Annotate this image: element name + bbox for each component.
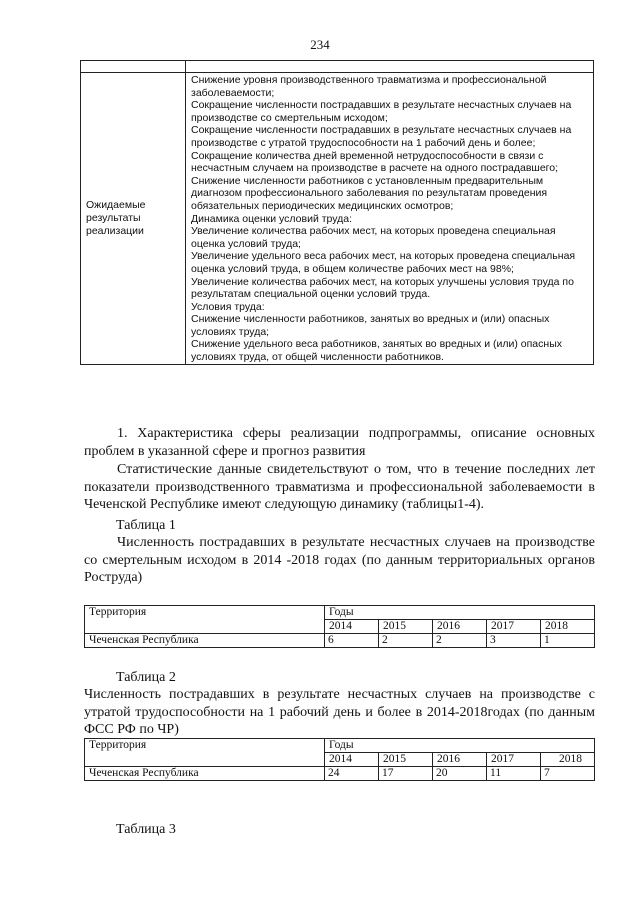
expected-results-list (186, 73, 594, 365)
value-cell: 1 (541, 634, 595, 648)
table2-caption: Таблица 2 (116, 670, 176, 685)
expected-results-label: Ожидаемые результаты реализации (81, 73, 186, 365)
year-cell: 2014 (325, 620, 379, 634)
table-row (85, 767, 595, 781)
year-cell: 2016 (433, 620, 487, 634)
value-cell: 7 (541, 767, 595, 781)
value-cell: 2 (379, 634, 433, 648)
table-row (85, 606, 595, 620)
page-number: 234 (310, 37, 330, 52)
table3-caption: Таблица 3 (116, 822, 176, 837)
table-cell (81, 61, 186, 73)
year-cell: 2018 (541, 620, 595, 634)
region-cell: Чеченская Республика (85, 634, 325, 648)
table-row (81, 61, 594, 73)
year-cell: 2015 (379, 753, 433, 767)
expected-results-table (80, 60, 594, 365)
intro-paragraph: Статистические данные свидетельствуют о том, что в течение последних лет показатели производственного травматизма и профессиональной заболеваемости в Чеченской Республике имеют следующую динамику (таблицы1-4). (84, 462, 595, 513)
year-cell: 2017 (487, 620, 541, 634)
value-cell: 6 (325, 634, 379, 648)
table-cell (186, 61, 594, 73)
value-cell: 20 (433, 767, 487, 781)
region-cell: Чеченская Республика (85, 767, 325, 781)
year-cell: 2014 (325, 753, 379, 767)
list-item: Динамика оценки условий труда: (191, 212, 353, 225)
table1-caption: Таблица 1 (116, 518, 176, 533)
list-item: Сокращение численности пострадавших в результате несчастных случаев на производстве со смертельным исходом; (191, 99, 572, 124)
list-item: Снижение численности работников с установленным предварительным диагнозом профессионального заболевания по результатам проведения обязательных периодических медицинских осмотров; (191, 174, 548, 212)
table-row (81, 73, 594, 365)
list-item: Снижение уровня производственного травматизма и профессиональной заболеваемости; (191, 74, 547, 99)
value-cell: 11 (487, 767, 541, 781)
year-cell: 2018 (541, 753, 595, 767)
table-row (85, 634, 595, 648)
year-cell: 2017 (487, 753, 541, 767)
list-item: Условия труда: (191, 300, 265, 313)
value-cell: 3 (487, 634, 541, 648)
table-row (85, 739, 595, 753)
list-item: Увеличение количества рабочих мест, на которых проведена специальная оценка условий труда; (191, 225, 556, 250)
list-item: Снижение удельного веса работников, занятых во вредных и (или) опасных условиях труда, от общей численности работников. (191, 338, 562, 364)
section-heading: 1. Характеристика сферы реализации подпрограммы, описание основных проблем в указанной сфере и прогноз развития (84, 426, 595, 459)
header-years: Годы (325, 739, 595, 753)
header-years: Годы (325, 606, 595, 620)
value-cell: 24 (325, 767, 379, 781)
year-cell: 2015 (379, 620, 433, 634)
header-territory: Территория (85, 739, 325, 767)
header-territory: Территория (85, 606, 325, 634)
value-cell: 17 (379, 767, 433, 781)
table1-title: Численность пострадавших в результате несчастных случаев на производстве со смертельным исходом в 2014 -2018 годах (по данным территориальных органов Роструда) (84, 535, 595, 586)
table1 (84, 605, 595, 648)
list-item: Снижение численности работников, занятых во вредных и (или) опасных условиях труда; (191, 313, 550, 338)
list-item: Увеличение количества рабочих мест, на которых улучшены условия труда по результатам специальной оценки условий труда. (191, 275, 574, 301)
table2-title: Численность пострадавших в результате несчастных случаев на производстве с утратой трудоспособности на 1 рабочий день и более в 2014-2018годах (по данным ФСС РФ по ЧР) (84, 687, 595, 738)
value-cell: 2 (433, 634, 487, 648)
table2 (84, 738, 595, 781)
list-item: Сокращение численности пострадавших в результате несчастных случаев на производстве с утратой трудоспособности на 1 рабочий день и более; (191, 124, 572, 149)
list-item: Увеличение удельного веса рабочих мест, на которых проведена специальная оценка условий труда, в общем количестве рабочих мест на 98%; (191, 250, 576, 275)
list-item: Сокращение количества дней временной нетрудоспособности в связи с несчастным случаем на производстве в расчете на одного пострадавшего; (191, 149, 559, 175)
year-cell: 2016 (433, 753, 487, 767)
